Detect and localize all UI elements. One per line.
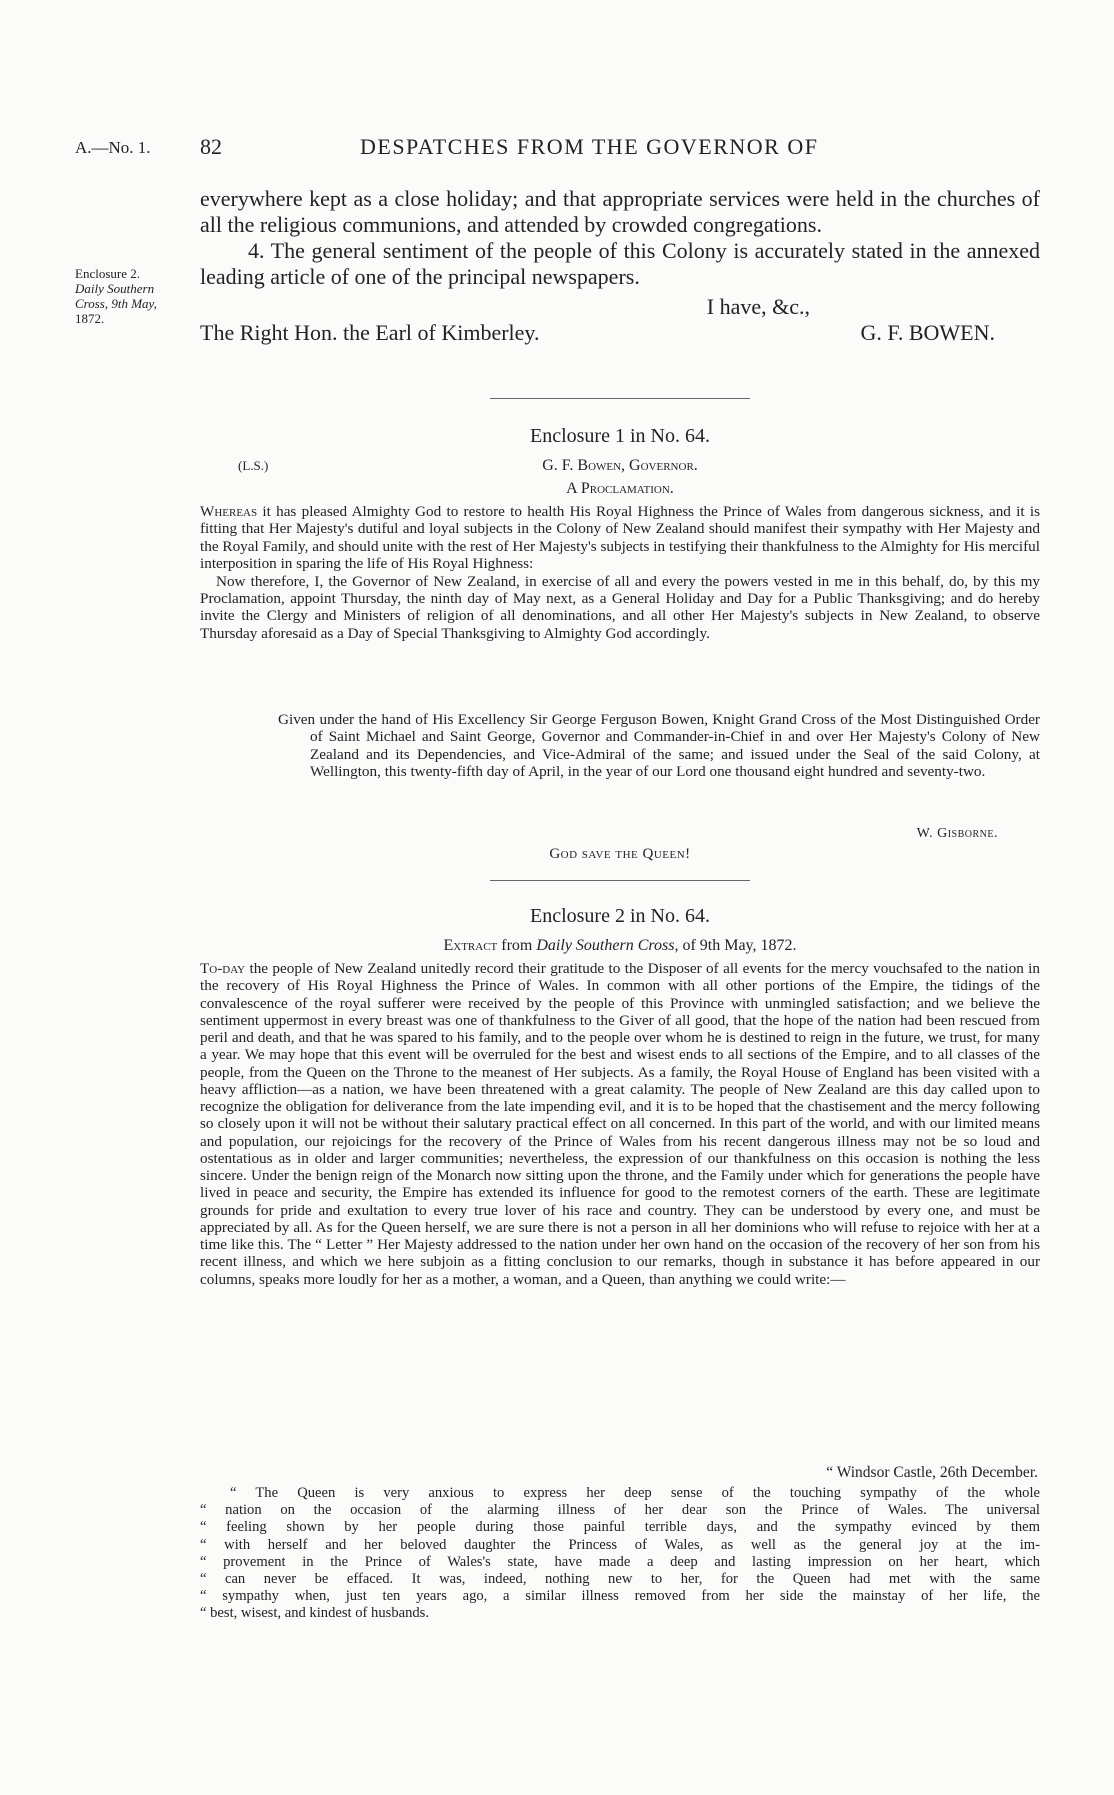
extract-line xyxy=(200,937,1040,955)
god-save-the-queen: God save the Queen! xyxy=(549,846,691,862)
letter-line: “ with herself and her beloved daughter the Princess of Wales, as well as the general joy at the im- xyxy=(200,1536,1040,1553)
extract-date: , of 9th May, 1872. xyxy=(674,937,797,954)
whereas-text: it has pleased Almighty God to restore to health His Royal Highness the Prince of Wales from dangerous sickness, and it is fitting that Her Majesty's dutiful and loyal subjects in the Colony of New Zealand should manifest their sympathy with Her Majesty and the Royal Family, and should unite with the rest of Her Majesty's subjects in testifying their thankfulness to the Almighty for His merciful interposition in sparing the life of His Royal Highness: xyxy=(200,503,1040,573)
despatch-paragraph-4: 4. The general sentiment of the people of this Colony is accurately stated in the annexed leading article of one of the principal newspapers. xyxy=(200,238,1040,289)
page-number: 82 xyxy=(200,134,222,159)
despatch-signoff xyxy=(200,294,1040,346)
governor-line: G. F. Bowen, Governor. xyxy=(542,457,698,474)
margin-note-line: Enclosure 2. xyxy=(75,266,140,281)
proclamation-body xyxy=(200,503,1040,642)
leading-article xyxy=(200,960,1040,1288)
letter-line: “ can never be effaced. It was, indeed, nothing new to her, for the Queen had met with the same xyxy=(200,1571,1040,1588)
addressee: The Right Hon. the Earl of Kimberley. xyxy=(200,320,540,345)
signature: G. F. BOWEN. xyxy=(860,320,995,345)
whereas-word: Whereas xyxy=(200,503,258,520)
closing-phrase: I have, &c., xyxy=(706,294,810,319)
margin-note xyxy=(75,266,195,326)
queen-letter xyxy=(200,1485,1040,1623)
margin-note-line: Daily Southern xyxy=(75,281,155,296)
extract-from: from xyxy=(497,937,537,954)
newspaper-name: Daily Southern Cross xyxy=(536,937,675,954)
page-title: DESPATCHES FROM THE GOVERNOR OF xyxy=(360,134,819,159)
enclosure-1-heading: Enclosure 1 in No. 64. xyxy=(530,425,710,447)
seal-mark: (L.S.) xyxy=(238,458,269,473)
document-reference: A.—No. 1. xyxy=(75,138,151,157)
letter-dateline: “ Windsor Castle, 26th December. xyxy=(826,1464,1038,1481)
despatch-body xyxy=(200,186,1040,290)
extract-word: Extract xyxy=(443,937,498,954)
letter-line: “ nation on the occasion of the alarming illness of her dear son the Prince of Wales. The universal xyxy=(200,1502,1040,1519)
whereas-paragraph xyxy=(200,503,1040,573)
now-therefore-paragraph: Now therefore, I, the Governor of New Zealand, in exercise of all and every the powers vested in me in this behalf, do, by this my Proclamation, appoint Thursday, the ninth day of May next, as a General Holiday and Day for a Public Thanksgiving; and do hereby invite the Clergy and Ministers of religion of all denominations, and all other Her Majesty's subjects in New Zealand, to observe Thursday aforesaid as a Day of Special Thanksgiving to Almighty God accordingly. xyxy=(200,572,1040,642)
letter-line: “ provement in the Prince of Wales's state, have made a deep and lasting impression on her heart, which xyxy=(200,1553,1040,1570)
proclamation-title: A Proclamation. xyxy=(566,480,674,497)
margin-note-line: Cross, 9th May, xyxy=(75,296,157,311)
enclosure-2-heading: Enclosure 2 in No. 64. xyxy=(530,905,710,927)
article-text: the people of New Zealand unitedly record their gratitude to the Disposer of all events for the mercy vouchsafed to the nation in the recovery of His Royal Highness the Prince of Wales. In common with all other portions of the Empire, the tidings of the convalescence of the royal sufferer were received by the people of this Province with unmingled satisfaction; and we believe the sentiment uppermost in every breast was one of thankfulness to the Giver of all good, that the hope of the nation had been rescued from peril and death, and that he was spared to his family, and to the people over whom he is destined to reign in the future, we trust, for many a year. We may hope that this event will be overruled for the best and wisest ends to all sections of the Empire, and to all classes of the people, from the Queen on the Throne to the meanest of Her subjects. As a family, the Royal House of England has been visited with a heavy affliction—as a nation, we have been threatened with a great calamity. The people of New Zealand are this day called upon to recognize the obligation for deliverance from the late impending evil, and it is to be hoped that the chastisement and the mercy following so closely upon it will not be without their salutary practical effect on all concerned. In this part of the world, and with our limited means and population, our rejoicings for the recovery of the Prince of Wales from his recent dangerous illness may not be so loud and ostentatious as in older and larger communities; nevertheless, the expression of our thankfulness on this occasion is nothing the less sincere. Under the benign reign of the Monarch now sitting upon the throne, and the Family under which for generations the people have lived in peace and security, the Empire has extended its influence for good to the remotest corners of the earth. These are legitimate grounds for pride and exultation to every true lover of his race and country. They can be understood by every one, and must be appreciated by all. As for the Queen herself, we are sure there is not a person in all her dominions who will refuse to rejoice with her at a time like this. The “ Letter ” Her Majesty addressed to the nation under her own hand on the occasion of the recovery of her son from his recent illness, and which we here subjoin as a fitting conclusion to our remarks, though in substance it has before appeared in our columns, speaks more loudly for her as a mother, a woman, and a Queen, than anything we could write:— xyxy=(200,960,1040,1288)
divider xyxy=(490,880,750,881)
letter-line: “ best, wisest, and kindest of husbands. xyxy=(200,1605,430,1622)
today-word: To-day xyxy=(200,960,246,977)
given-under-paragraph: Given under the hand of His Excellency Sir George Ferguson Bowen, Knight Grand Cross of the Most Distinguished Order of Saint Michael and Saint George, Governor and Commander-in-Chief in and over Her Majesty's Colony of New Zealand and its Dependencies, and Vice-Admiral of the same; and issued under the Seal of the said Colony, at Wellington, this twenty-fifth day of April, in the year of our Lord one thousand eight hundred and seventy-two. xyxy=(278,711,1040,781)
margin-note-line: 1872. xyxy=(75,311,105,326)
signed-gisborne: W. Gisborne. xyxy=(916,826,998,841)
letter-line: “ feeling shown by her people during those painful terrible days, and the sympathy evinced by them xyxy=(200,1519,1040,1536)
divider xyxy=(490,398,750,399)
despatch-paragraph-continued: everywhere kept as a close holiday; and that appropriate services were held in the churches of all the religious communions, and attended by crowded congregations. xyxy=(200,186,1040,237)
letter-line: “ The Queen is very anxious to express her deep sense of the touching sympathy of the whole xyxy=(230,1485,1040,1501)
letter-line: “ sympathy when, just ten years ago, a similar illness removed from her side the mainstay of her life, the xyxy=(200,1588,1040,1605)
